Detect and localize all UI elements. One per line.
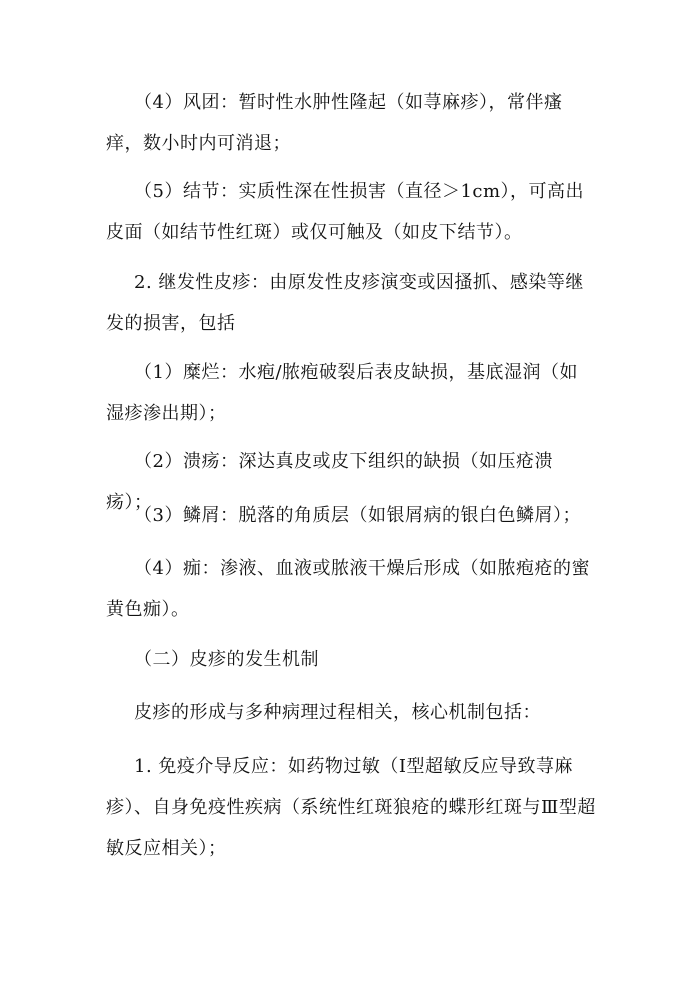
paragraph-erosion: （1）糜烂：水疱/脓疱破裂后表皮缺损，基底湿润（如湿疹渗出期）；: [106, 362, 579, 424]
paragraph-crust: （4）痂：渗液、血液或脓液干燥后形成（如脓疱疮的蜜黄色痂）。: [106, 558, 590, 620]
paragraph-nodule: （5）结节：实质性深在性损害（直径＞1cm），可高出皮面（如结节性红斑）或仅可触及（如皮下结节）。: [106, 181, 585, 243]
paragraph-immune-mediated: 1. 免疫介导反应：如药物过敏（Ⅰ型超敏反应导致荨麻疹）、自身免疫性疾病（系统性红斑狼疮的蝶形红斑与Ⅲ型超敏反应相关）；: [106, 756, 596, 859]
paragraph-secondary-rash: 2. 继发性皮疹：由原发性皮疹演变或因搔抓、感染等继发的损害，包括: [106, 272, 584, 334]
paragraph-scale: （3）鳞屑：脱落的角质层（如银屑病的银白色鳞屑）；: [134, 505, 581, 526]
paragraph-mechanism-intro: 皮疹的形成与多种病理过程相关，核心机制包括：: [134, 702, 541, 723]
paragraph-wheal: （4）风团：暂时性水肿性隆起（如荨麻疹），常伴瘙痒，数小时内可消退；: [106, 92, 563, 154]
section-heading-mechanism: （二）皮疹的发生机制: [134, 649, 319, 670]
paragraph-ulcer: （2）溃疡：深达真皮或皮下组织的缺损（如压疮溃疡）；: [106, 451, 553, 513]
